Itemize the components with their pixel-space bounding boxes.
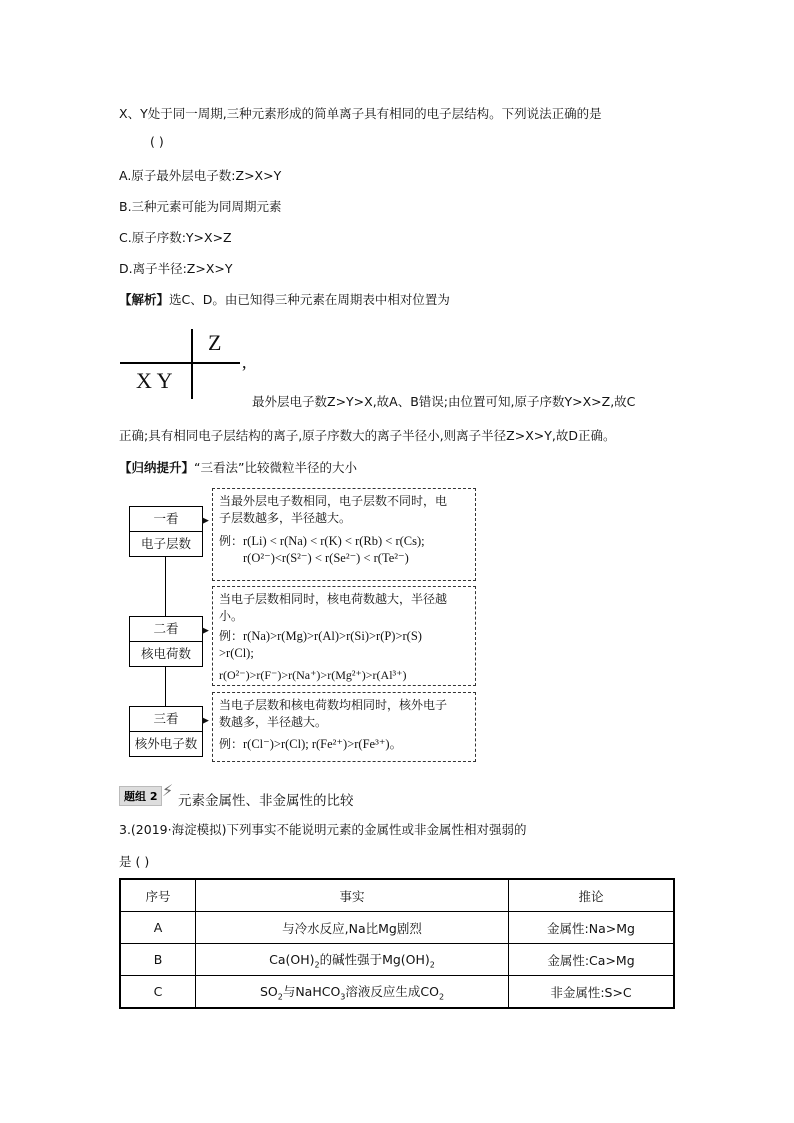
analysis-line3: 正确;具有相同电子层结构的离子,原子序数大的离子半径小,则离子半径Z>X>Y,故D正确。 xyxy=(119,428,616,443)
analysis-tag: 【解析】 xyxy=(119,292,170,307)
rule-1-line1: 当最外层电子数相同，电子层数不同时，电 xyxy=(219,494,448,508)
step-2-subject: 核电荷数 xyxy=(140,646,191,661)
table-row xyxy=(120,912,674,944)
table-row xyxy=(120,944,674,976)
rule-1-example xyxy=(219,533,469,550)
question-line1: X、Y处于同一周期,三种元素形成的简单离子具有相同的电子层结构。下列说法正确的是 xyxy=(119,106,602,121)
row-inference: 金属性:Na>Mg xyxy=(509,912,675,944)
row-fact: $SO_2$与NaHCO$_3$溶液反应生成$CO_2$ xyxy=(196,976,509,1009)
diagram-horizontal-line xyxy=(120,362,240,364)
option-b: B.三种元素可能为同周期元素 xyxy=(119,199,282,214)
step-1-subject: 电子层数 xyxy=(140,536,191,551)
rule-2-ex3: r(O²⁻)>r(F⁻)>r(Na⁺)>r(Mg²⁺)>r(Al³⁺) xyxy=(219,668,407,682)
option-c: C.原子序数:Y>X>Z xyxy=(119,230,232,245)
row-fact: 与冷水反应,Na比Mg剧烈 xyxy=(196,912,509,944)
rule-1-ex2: r(O²⁻)<r(S²⁻) < r(Se²⁻) < r(Te²⁻) xyxy=(243,551,409,565)
table-row xyxy=(120,976,674,1009)
rule-2-line1: 当电子层数相同时，核电荷数越大，半径越小。 xyxy=(219,592,448,623)
row-inference: 非金属性:S>C xyxy=(509,976,675,1009)
rule-box-1 xyxy=(212,488,476,581)
rule-1-ex-label: 例： xyxy=(219,534,244,548)
option-d: D.离子半径:Z>X>Y xyxy=(119,261,233,276)
step-box-2 xyxy=(129,616,203,667)
analysis-line2: 最外层电子数Z>Y>X,故A、B错误;由位置可知,原子序数Y>X>Z,故C xyxy=(252,394,636,409)
table-header-row xyxy=(120,879,674,912)
connector-2 xyxy=(165,666,166,706)
diagram-comma: , xyxy=(242,352,247,372)
q3-line1: 3.(2019·海淀模拟)下列事实不能说明元素的金属性或非金属性相对强弱的 xyxy=(119,822,527,837)
rule-2-example xyxy=(219,628,469,645)
rule-box-2 xyxy=(212,586,476,686)
step-2-title: 二看 xyxy=(130,617,202,642)
analysis-text: 选C、D。由已知得三种元素在周期表中相对位置为 xyxy=(169,292,450,307)
summary-tag: 【归纳提升】 xyxy=(119,460,195,475)
group-badge: 题组 2 xyxy=(119,786,162,806)
step-3-subject: 核外电子数 xyxy=(134,736,198,751)
row-id: B xyxy=(120,944,196,976)
header-fact: 事实 xyxy=(196,879,509,912)
rule-1-ex1: r(Li) < r(Na) < r(K) < r(Rb) < r(Cs); xyxy=(243,534,425,548)
header-id: 序号 xyxy=(120,879,196,912)
facts-table xyxy=(119,878,675,1009)
diagram-xy: X Y xyxy=(136,368,173,393)
step-1-title: 一看 xyxy=(130,507,202,532)
summary-heading xyxy=(119,458,357,476)
option-a: A.原子最外层电子数:Z>X>Y xyxy=(119,168,282,183)
row-fact: $Ca(OH)_2$的碱性强于$Mg(OH)_2$ xyxy=(196,944,509,976)
row-inference: 金属性:Ca>Mg xyxy=(509,944,675,976)
row-id: C xyxy=(120,976,196,1009)
summary-title: “三看法”比较微粒半径的大小 xyxy=(194,460,357,475)
rule-3-example xyxy=(219,736,469,753)
rule-3-ex1: r(Cl⁻)>r(Cl); r(Fe²⁺)>r(Fe³⁺)。 xyxy=(243,737,403,751)
rule-3-line2: 数越多，半径越大。 xyxy=(219,715,328,729)
arrow-right-icon: ▶ xyxy=(202,716,209,726)
rule-1-line2: 子层数越多，半径越大。 xyxy=(219,511,352,525)
rule-3-ex-label: 例： xyxy=(219,737,244,751)
rule-box-3 xyxy=(212,692,476,762)
lightning-icon: ⚡ xyxy=(162,781,174,800)
rule-2-ex-label: 例： xyxy=(219,629,244,643)
step-box-3 xyxy=(129,706,203,757)
header-inference: 推论 xyxy=(509,879,675,912)
row-id: A xyxy=(120,912,196,944)
step-box-1 xyxy=(129,506,203,557)
rule-2-ex2: >r(Cl); xyxy=(219,646,254,660)
rule-2-ex1: r(Na)>r(Mg)>r(Al)>r(Si)>r(P)>r(S) xyxy=(243,629,422,643)
arrow-right-icon: ▶ xyxy=(202,516,209,526)
answer-blank: ( ) xyxy=(150,134,164,149)
arrow-right-icon: ▶ xyxy=(202,626,209,636)
rule-3-line1: 当电子层数和核电荷数均相同时，核外电子 xyxy=(219,698,448,712)
step-3-title: 三看 xyxy=(130,707,202,732)
analysis-line1 xyxy=(119,290,450,308)
connector-1 xyxy=(165,556,166,616)
group-title: 元素金属性、非金属性的比较 xyxy=(178,793,354,809)
diagram-z: Z xyxy=(208,330,222,355)
q3-line2: 是 ( ) xyxy=(119,854,150,869)
diagram-vertical-line xyxy=(191,329,193,399)
